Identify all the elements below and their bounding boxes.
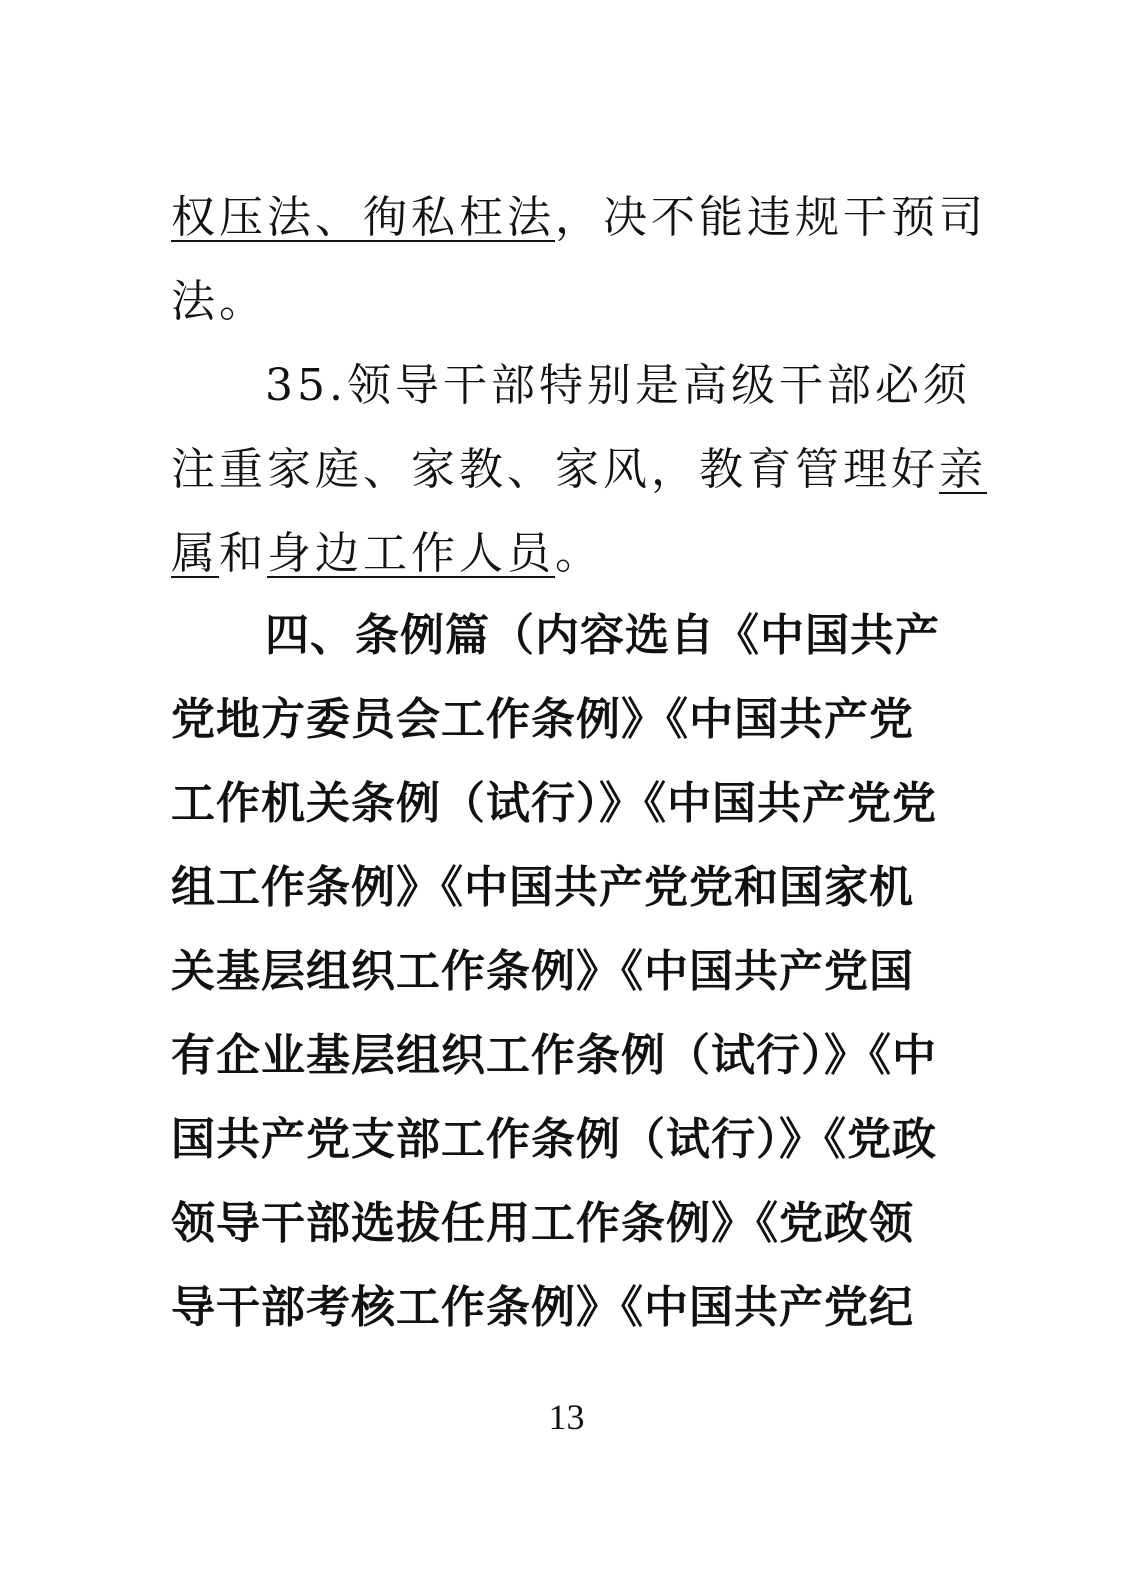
section-4-line-3: 工作机关条例（试行）》《中国共产党党 — [171, 778, 937, 829]
paragraph-1-line-1 — [171, 188, 987, 248]
paragraph-2-line-1: 35.领导干部特别是高级干部必须 — [265, 360, 971, 411]
section-4-line-9: 导干部考核工作条例》《中国共产党纪 — [171, 1282, 914, 1333]
text-segment: 注重家庭、家教、家风，教育管理好 — [171, 444, 939, 495]
underlined-phrase: 亲 — [939, 444, 987, 495]
section-4-line-6: 有企业基层组织工作条例（试行）》《中 — [171, 1030, 937, 1081]
page-number: 13 — [548, 1397, 585, 1437]
underlined-phrase: 权压法、徇私枉法 — [171, 192, 555, 243]
section-4-line-2: 党地方委员会工作条例》《中国共产党 — [171, 694, 914, 745]
section-4-line-1: 四、条例篇（内容选自《中国共产 — [265, 610, 940, 661]
text-segment: 和 — [219, 528, 267, 579]
section-4-line-8: 领导干部选拔任用工作条例》《党政领 — [171, 1198, 914, 1249]
section-4-line-5: 关基层组织工作条例》《中国共产党国 — [171, 946, 914, 997]
text-segment: 。 — [555, 528, 603, 579]
paragraph-2-line-3 — [171, 524, 603, 584]
paragraph-2-line-2 — [171, 440, 987, 500]
section-4-line-4: 组工作条例》《中国共产党党和国家机 — [171, 862, 914, 913]
underlined-phrase: 属 — [171, 528, 219, 579]
text-segment: ，决不能违规干预司 — [555, 192, 987, 243]
underlined-phrase: 身边工作人员 — [267, 528, 555, 579]
paragraph-1-line-2: 法。 — [171, 276, 267, 327]
section-4-line-7: 国共产党支部工作条例（试行）》《党政 — [171, 1114, 937, 1165]
